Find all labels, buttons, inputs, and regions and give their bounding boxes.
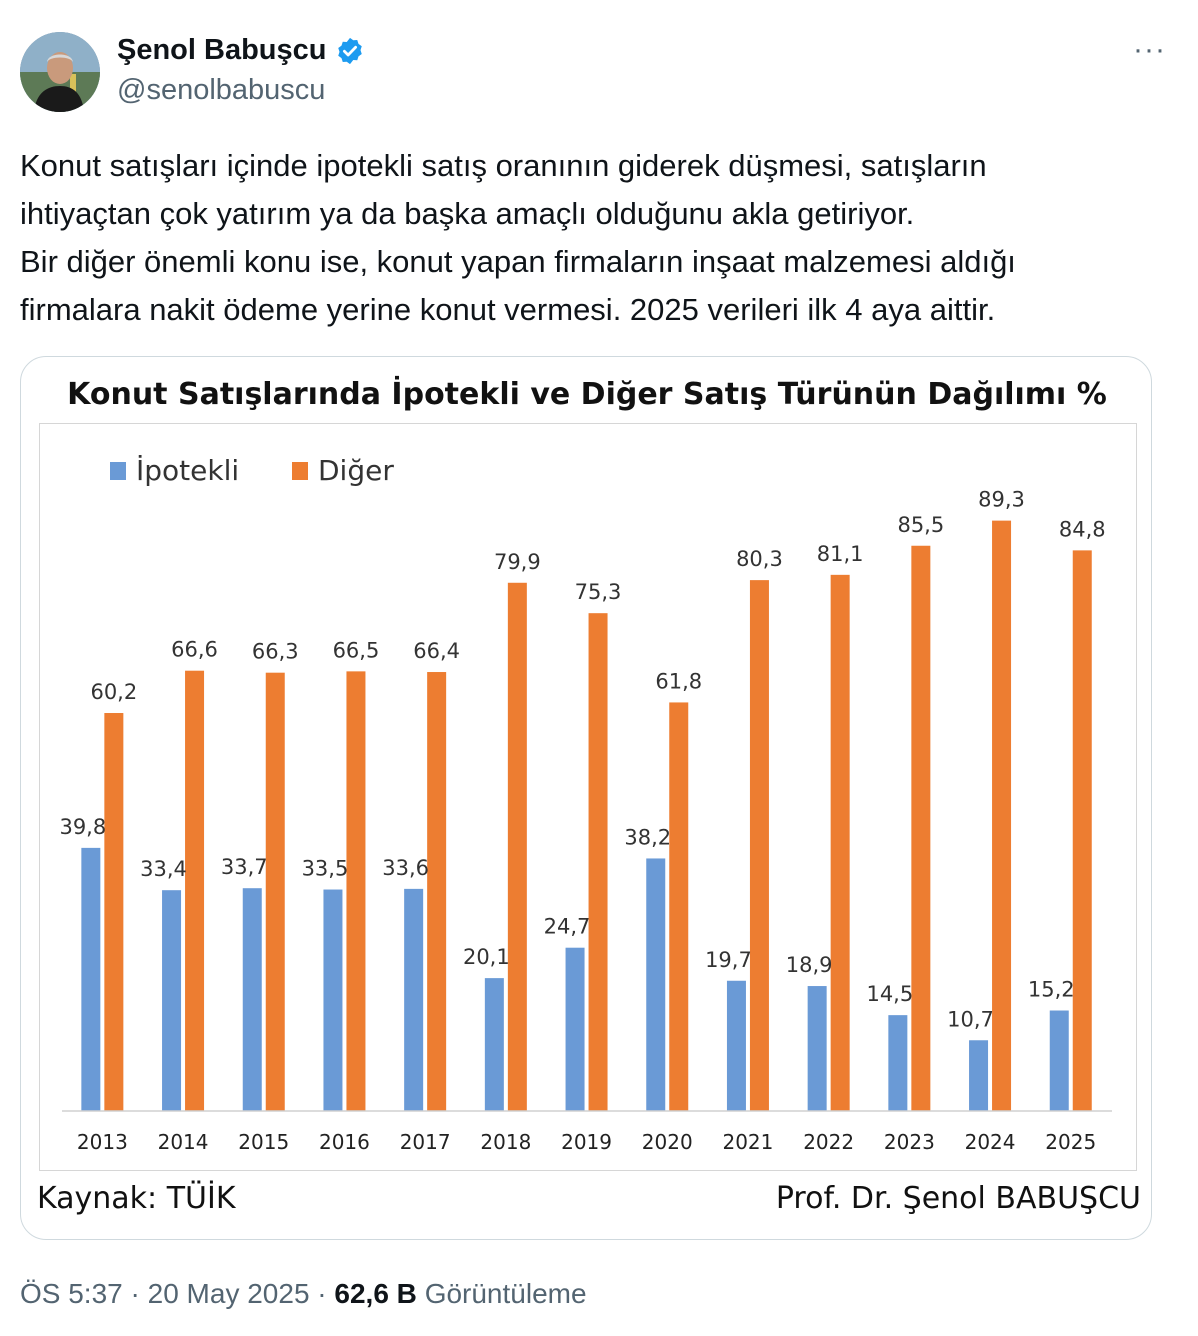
verified-badge-icon [335,36,365,66]
tweet-line: ihtiyaçtan çok yatırım ya da başka amaçlı olduğunu akla getiriyor. [20,196,915,231]
x-tick-label: 2016 [318,1130,370,1154]
data-label: 80,3 [736,547,783,572]
x-tick-label: 2025 [1045,1130,1097,1154]
bar-ipotekli [243,888,262,1111]
data-label: 38,2 [624,825,672,850]
x-tick-label: 2019 [561,1130,613,1154]
bar-diger [1073,550,1092,1111]
data-label: 61,8 [655,669,703,694]
data-label: 15,2 [1027,977,1075,1002]
data-label: 10,7 [947,1007,994,1032]
plot-area [39,423,1137,1171]
views-label: Görüntüleme [424,1278,587,1309]
data-label: 33,6 [382,855,430,880]
data-label: 14,5 [866,982,914,1007]
credit-label: Prof. Dr. Şenol BABUŞCU [775,1181,1141,1216]
bar-diger [831,575,850,1111]
data-label: 66,3 [251,639,299,664]
bar-diger [669,702,688,1111]
bar-diger [427,672,446,1111]
legend-swatch [110,462,126,480]
x-tick-label: 2013 [76,1130,128,1154]
source-label: Kaynak: TÜİK [37,1181,236,1216]
x-tick-label: 2021 [722,1130,774,1154]
bar-diger [508,583,527,1111]
data-label: 75,3 [574,580,622,605]
bar-ipotekli [888,1015,907,1111]
bar-diger [266,673,285,1111]
bar-diger [104,713,123,1111]
bar-ipotekli [969,1040,988,1111]
chart-legend [110,454,394,487]
media-card[interactable] [20,356,1152,1240]
bar-ipotekli [485,978,504,1111]
avatar[interactable] [20,32,100,112]
data-label: 84,8 [1058,517,1106,542]
x-tick-label: 2022 [803,1130,855,1154]
data-label: 18,9 [785,953,833,978]
bar-ipotekli [404,889,423,1111]
bar-diger [185,671,204,1111]
x-tick-label: 2014 [157,1130,209,1154]
data-label: 79,9 [493,549,541,574]
avatar-photo-icon [20,32,100,112]
more-options-icon[interactable]: ··· [1133,33,1166,66]
tweet-line: Bir diğer önemli konu ise, konut yapan firmaların inşaat malzemesi aldığı [20,244,1016,279]
bar-ipotekli [162,890,181,1111]
views-count: 62,6 B [334,1278,417,1309]
data-label: 39,8 [59,814,107,839]
data-label: 66,6 [171,637,218,662]
tweet-header [20,30,1180,114]
bar-ipotekli [323,890,342,1111]
tweet-time[interactable]: ÖS 5:37 [20,1278,123,1309]
legend-swatch [292,462,308,480]
data-label: 66,4 [413,639,461,664]
x-tick-label: 2017 [399,1130,451,1154]
meta-separator: · [130,1278,140,1309]
x-tick-label: 2018 [480,1130,532,1154]
x-tick-label: 2020 [641,1130,693,1154]
tweet-text [20,142,1170,334]
bar-ipotekli [808,986,827,1111]
data-label: 33,5 [301,856,349,881]
bar-diger [589,613,608,1111]
tweet-line: Konut satışları içinde ipotekli satış oranının giderek düşmesi, satışların [20,148,987,183]
data-label: 19,7 [705,947,752,972]
legend-label: İpotekli [136,454,240,487]
bar-ipotekli [81,848,100,1111]
tweet-line: firmalara nakit ödeme yerine konut vermesi. 2025 verileri ilk 4 aya aittir. [20,292,996,327]
bar-ipotekli [1050,1011,1069,1111]
data-label: 66,5 [332,638,380,663]
data-label: 60,2 [90,680,138,705]
data-label: 89,3 [978,487,1025,512]
bar-ipotekli [727,981,746,1111]
bar-ipotekli [566,948,585,1111]
data-label: 85,5 [897,512,945,537]
data-label: 81,1 [816,541,864,566]
data-label: 33,7 [220,855,268,880]
x-tick-label: 2015 [238,1130,290,1154]
x-tick-label: 2023 [883,1130,935,1154]
meta-separator: · [317,1278,327,1309]
bar-ipotekli [646,858,665,1111]
chart-title: Konut Satışlarında İpotekli ve Diğer Satış Türünün Dağılımı % [67,377,1107,412]
author-name[interactable]: Şenol Babuşcu [117,34,327,66]
tweet-date[interactable]: 20 May 2025 [147,1278,310,1309]
legend-label: Diğer [318,454,394,487]
data-label: 20,1 [462,945,510,970]
bar-diger [911,546,930,1111]
author-handle[interactable]: @senolbabuscu [117,74,326,106]
x-tick-label: 2024 [964,1130,1016,1154]
bar-diger [992,521,1011,1111]
tweet-meta [20,1278,587,1310]
bar-diger [346,671,365,1111]
bar-chart [40,424,1136,1170]
data-label: 33,4 [140,857,187,882]
data-label: 24,7 [543,914,591,939]
bar-diger [750,580,769,1111]
